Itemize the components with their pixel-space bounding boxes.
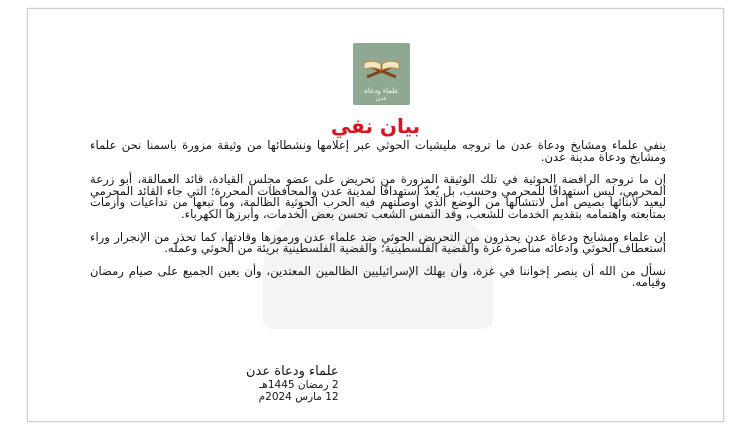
logo-text-line2: عدن — [375, 95, 388, 102]
statement-body — [90, 140, 666, 300]
signature-name: علماء ودعاة عدن — [246, 364, 339, 379]
logo — [353, 43, 410, 105]
open-book-icon — [353, 43, 410, 87]
document-title: بيان نفي — [330, 114, 421, 138]
logo-text-line1: علماء ودعاة — [364, 87, 399, 95]
paragraph-1: ينفي علماء ومشايخ ودعاة عدن ما تروجه مليشيات الحوثي عبر إعلامها ونشطائها من وثيقة مزورة باسمنا نحن علماء ومشايخ ودعاة مدينة عدن. — [90, 138, 666, 164]
paragraph-3: إن علماء ومشايخ ودعاة عدن يحذرون من التحريض الحوثي ضد علماء عدن ورموزها وقادتها، كما تحذر من الإنجرار وراء استعطاف الحوثي وادعائه مناصرة غزة والقضية الفلسطينية؛ والقضية الفلسطينية بريئة من الحوثي وعمله. — [90, 229, 666, 256]
paragraph-2: إن ما تروجه الرافضة الحوثية في تلك الوثيقة المزورة من تحريض على عضو مجلس القيادة، قائد العمالقة، أبو زرعة المحرمي، ليس استهدافًا للمحرمي وحسب، بل يُعدّ استهدافًا لمدينة عدن والمحافظات المحررة؛ التي جاء القائد المحرمي ليعيد لأبنائها بصيص أمل لانتشالها من الوضع الذي أوصلتهم فيه الحرب الحوثية الظالمة، وما تبعها من تداعيات وأزمات بمتابعته واهتمامه بتقديم الخدمات للشعب، وقد التمس الشعب تحسن بعض الخدمات، وأبرزها الكهرباء. — [90, 172, 666, 221]
date-hijri: 2 رمضان 1445هـ — [259, 379, 339, 391]
paragraph-4: نسأل من الله أن ينصر إخواننا في غزة، وأن يهلك الإسرائيليين الظالمين المعتدين، وأن يعين الجميع على صيام رمضان وقيامه. — [90, 263, 666, 290]
document-page — [27, 8, 724, 422]
signature-block — [246, 364, 339, 403]
date-gregorian: 12 مارس 2024م — [258, 391, 339, 403]
